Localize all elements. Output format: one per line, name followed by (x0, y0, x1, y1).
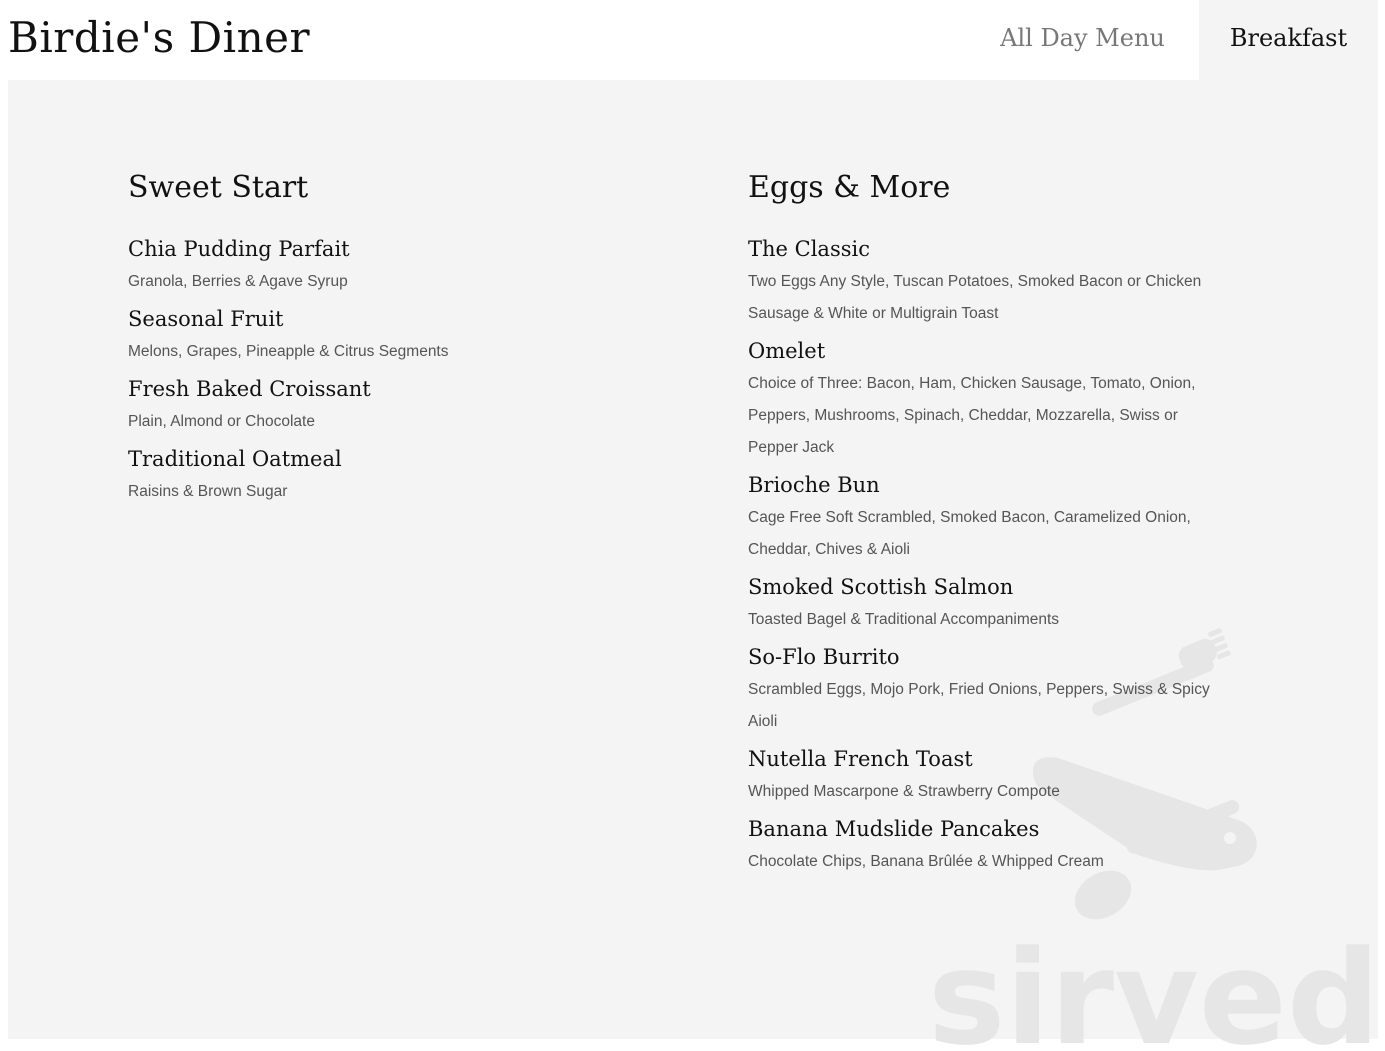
menu-item-description: Toasted Bagel & Traditional Accompaniments (748, 611, 1060, 628)
menu-item (128, 374, 688, 438)
menu-panel (8, 80, 1381, 1051)
menu-item (128, 444, 688, 508)
menu-item-description: Chocolate Chips, Banana Brûlée & Whipped Cream (748, 853, 1104, 870)
section-sweet-start (128, 170, 688, 514)
menu-item-description: Scrambled Eggs, Mojo Pork, Fried Onions, Peppers, Swiss & Spicy Aioli (748, 681, 1210, 730)
menu-item-description: Choice of Three: Bacon, Ham, Chicken Sausage, Tomato, Onion, Peppers, Mushrooms, Spinach, Cheddar, Mozzarella, Swiss or Pepper Jack (748, 375, 1196, 456)
menu-item-name: Omelet (748, 339, 826, 363)
menu-item-description: Two Eggs Any Style, Tuscan Potatoes, Smoked Bacon or Chicken Sausage & White or Multigrain Toast (748, 273, 1202, 322)
menu-item-name: Banana Mudslide Pancakes (748, 817, 1040, 841)
tab-all-day-menu[interactable]: All Day Menu (1000, 24, 1165, 52)
section-title: Eggs & More (748, 170, 951, 205)
menu-item (128, 304, 688, 368)
menu-item-name: Chia Pudding Parfait (128, 237, 350, 261)
site-header (0, 0, 1385, 80)
menu-item-name: Brioche Bun (748, 473, 880, 497)
menu-item-name: So-Flo Burrito (748, 645, 900, 669)
menu-item-description: Raisins & Brown Sugar (128, 483, 288, 500)
menu-item (748, 814, 1218, 878)
menu-item (748, 572, 1218, 636)
menu-item-description: Plain, Almond or Chocolate (128, 413, 315, 430)
menu-item (128, 234, 688, 298)
menu-item-description: Melons, Grapes, Pineapple & Citrus Segments (128, 343, 449, 360)
menu-item-name: Seasonal Fruit (128, 307, 284, 331)
menu-item-name: Traditional Oatmeal (128, 447, 342, 471)
menu-item-name: Nutella French Toast (748, 747, 973, 771)
menu-item (748, 234, 1218, 330)
menu-item-name: Fresh Baked Croissant (128, 377, 371, 401)
sirved-wordmark: sirved (928, 922, 1381, 1051)
tab-breakfast[interactable]: Breakfast (1199, 0, 1378, 80)
menu-item (748, 642, 1218, 738)
menu-item-description: Granola, Berries & Agave Syrup (128, 273, 348, 290)
brand-title: Birdie's Diner (8, 13, 311, 62)
menu-item (748, 470, 1218, 566)
section-title: Sweet Start (128, 170, 309, 205)
menu-item-name: The Classic (748, 237, 870, 261)
menu-item-description: Cage Free Soft Scrambled, Smoked Bacon, Caramelized Onion, Cheddar, Chives & Aioli (748, 509, 1191, 558)
menu-item-description: Whipped Mascarpone & Strawberry Compote (748, 783, 1060, 800)
menu-item (748, 744, 1218, 808)
section-eggs-and-more (748, 170, 1218, 884)
menu-item (748, 336, 1218, 464)
menu-item-name: Smoked Scottish Salmon (748, 575, 1014, 599)
